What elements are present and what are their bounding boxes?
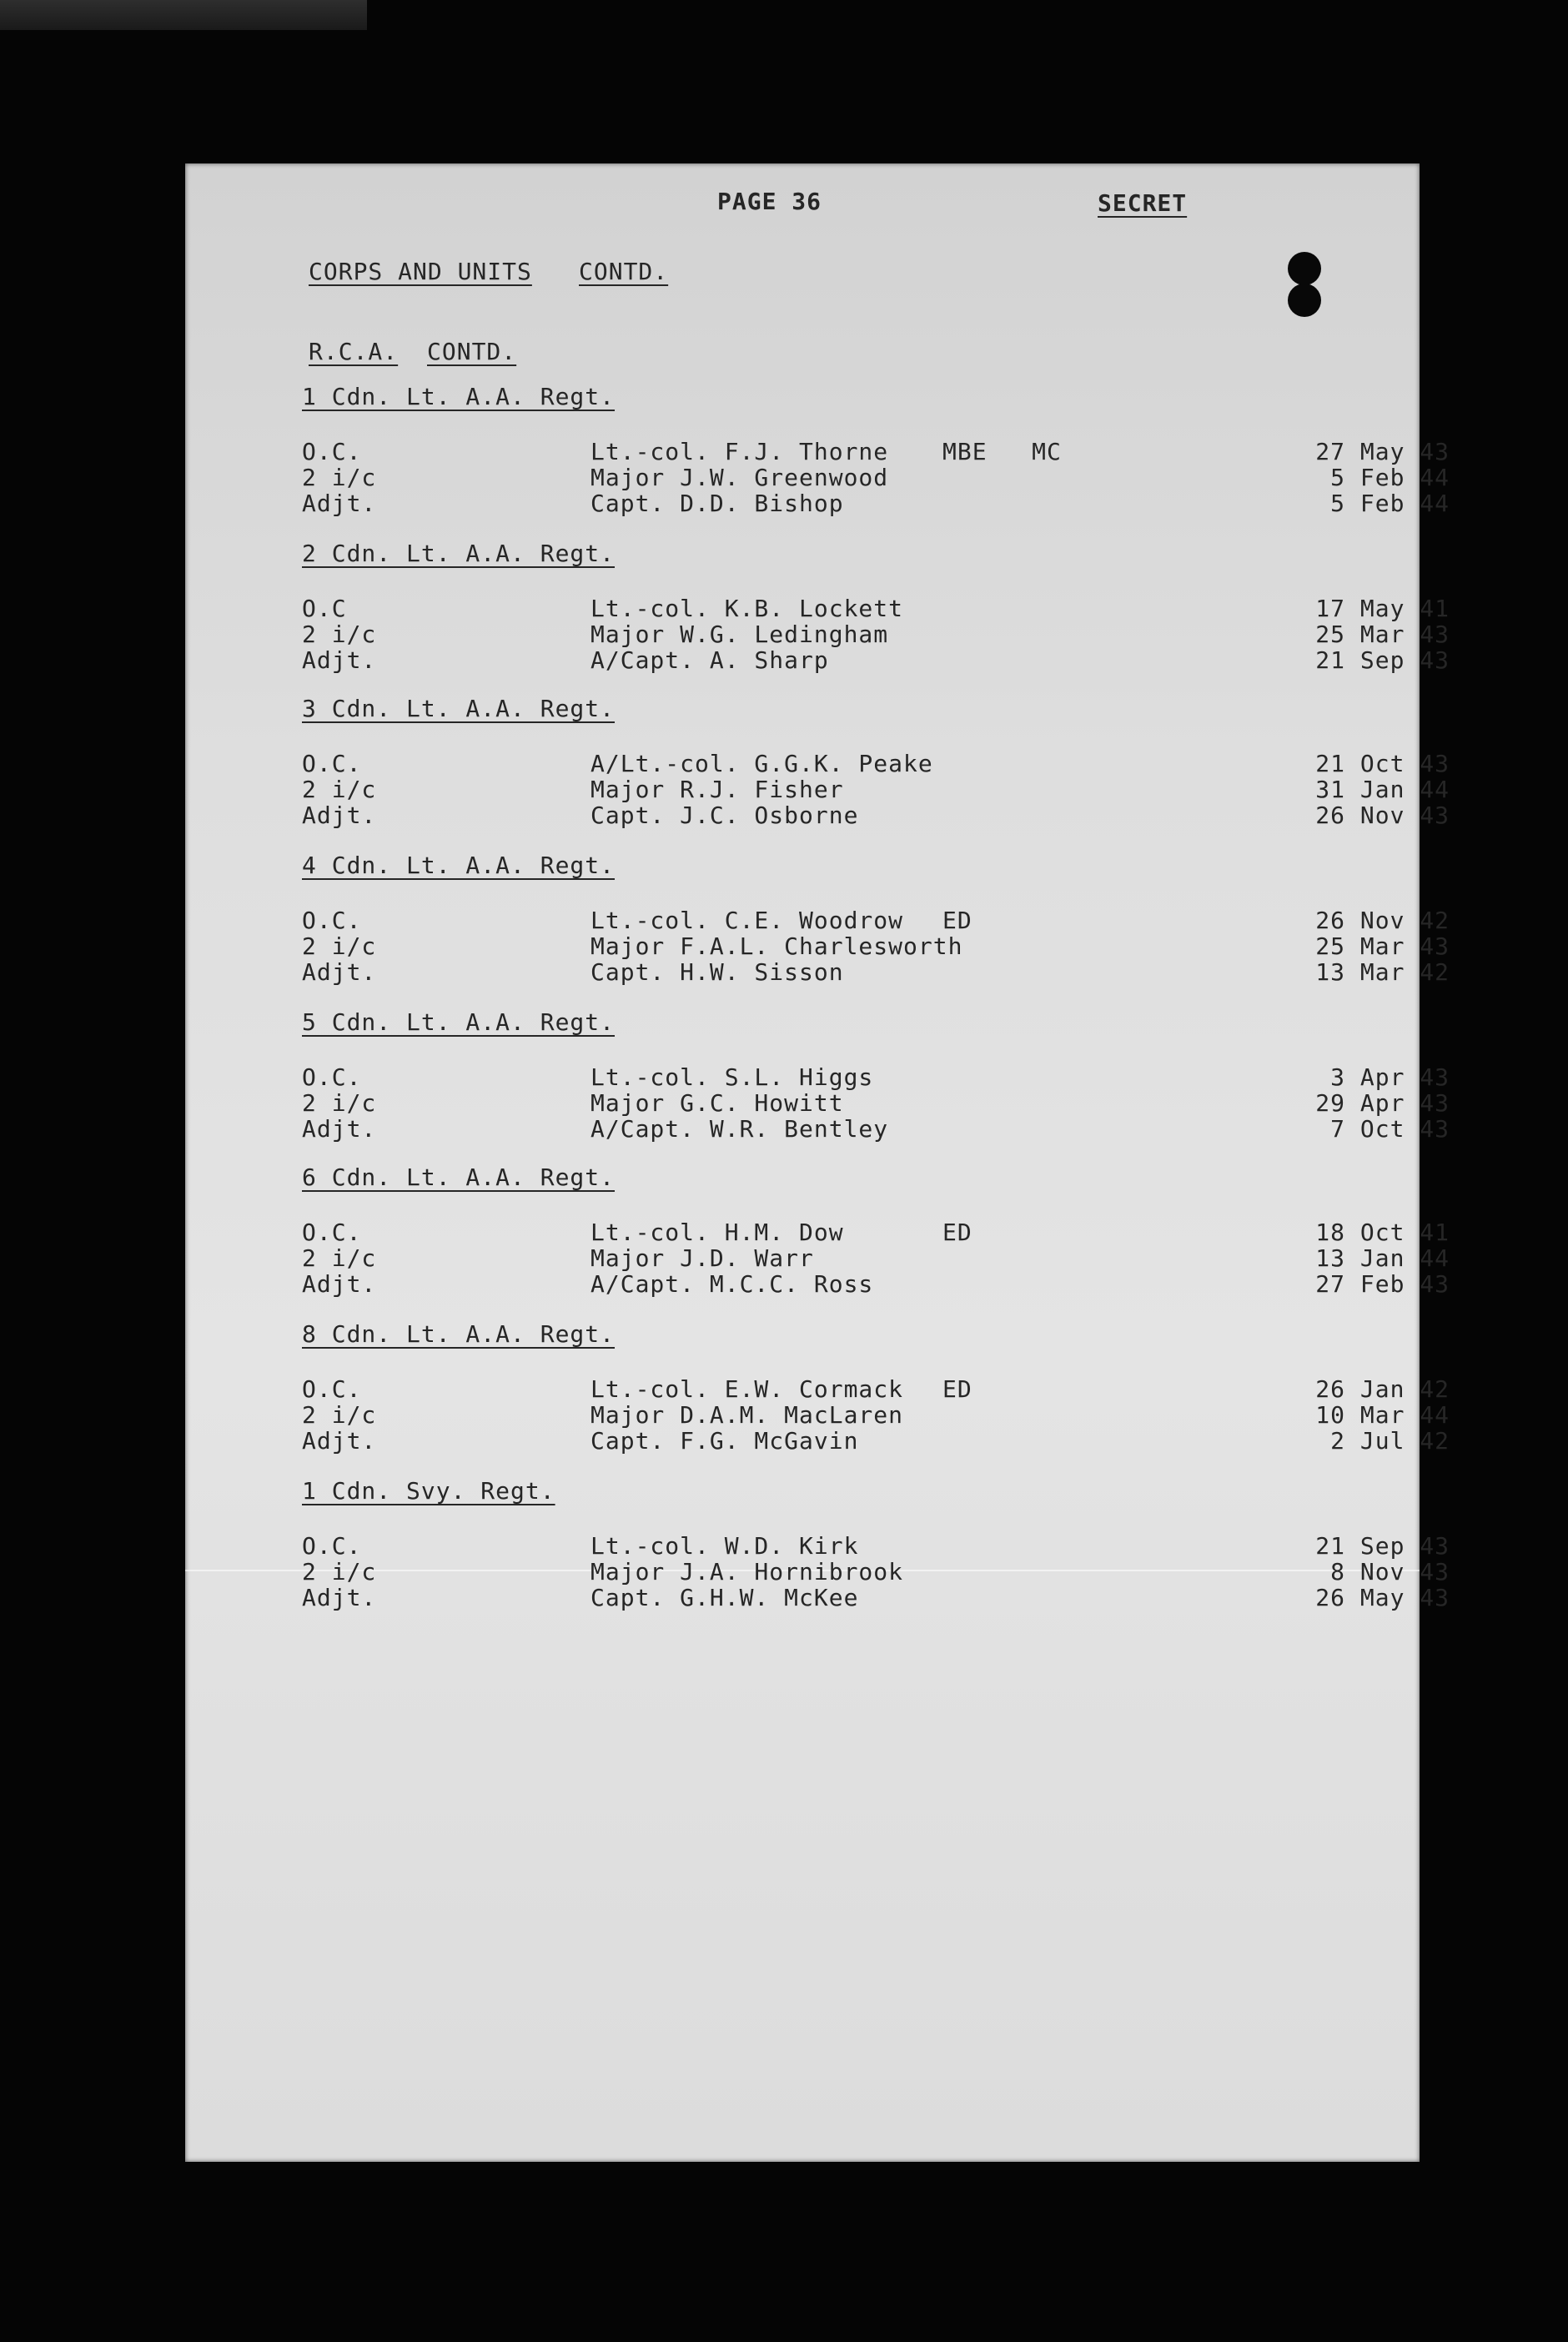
unit-heading: 8 Cdn. Lt. A.A. Regt.	[302, 1320, 616, 1348]
section-heading: CORPS AND UNITS	[309, 258, 532, 285]
appointment-date: 10 Mar 44	[1315, 1401, 1450, 1429]
appointment-date: 13 Mar 42	[1315, 958, 1450, 986]
appointment-label: Adjt.	[302, 490, 377, 517]
officer-honours: ED	[942, 907, 972, 934]
page-number: PAGE 36	[717, 188, 822, 215]
officer-name: A/Lt.-col. G.G.K. Peake	[591, 750, 933, 777]
appointment-date: 26 Jan 42	[1315, 1375, 1450, 1403]
appointment-label: Adjt.	[302, 1584, 377, 1611]
appointment-date: 21 Sep 43	[1315, 646, 1450, 674]
appointment-date: 26 May 43	[1315, 1584, 1450, 1611]
unit-heading: 3 Cdn. Lt. A.A. Regt.	[302, 695, 616, 722]
officer-name: Major F.A.L. Charlesworth	[591, 932, 963, 960]
officer-name: A/Capt. A. Sharp	[591, 646, 829, 674]
appointment-label: Adjt.	[302, 646, 377, 674]
appointment-label: 2 i/c	[302, 1558, 377, 1586]
officer-name: A/Capt. M.C.C. Ross	[591, 1270, 874, 1298]
appointment-date: 21 Oct 43	[1315, 750, 1450, 777]
punch-hole	[1288, 252, 1321, 285]
appointment-label: 2 i/c	[302, 464, 377, 491]
appointment-label: Adjt.	[302, 1427, 377, 1455]
officer-name: Capt. H.W. Sisson	[591, 958, 844, 986]
officer-name: A/Capt. W.R. Bentley	[591, 1115, 889, 1143]
appointment-label: 2 i/c	[302, 1089, 377, 1117]
officer-name: Lt.-col. C.E. Woodrow	[591, 907, 904, 934]
appointment-date: 29 Apr 43	[1315, 1089, 1450, 1117]
officer-name: Major D.A.M. MacLaren	[591, 1401, 904, 1429]
appointment-label: O.C	[302, 595, 347, 622]
appointment-label: 2 i/c	[302, 1244, 377, 1272]
appointment-label: 2 i/c	[302, 776, 377, 803]
appointment-date: 27 Feb 43	[1315, 1270, 1450, 1298]
officer-name: Major R.J. Fisher	[591, 776, 844, 803]
appointment-label: 2 i/c	[302, 932, 377, 960]
appointment-date: 21 Sep 43	[1315, 1532, 1450, 1560]
appointment-label: O.C.	[302, 438, 362, 465]
officer-name: Lt.-col. W.D. Kirk	[591, 1532, 859, 1560]
appointment-label: O.C.	[302, 1532, 362, 1560]
officer-name: Major W.G. Ledingham	[591, 621, 889, 648]
subsection-heading-contd: CONTD.	[427, 338, 517, 365]
officer-name: Lt.-col. K.B. Lockett	[591, 595, 904, 622]
appointment-label: 2 i/c	[302, 1401, 377, 1429]
officer-name: Capt. F.G. McGavin	[591, 1427, 859, 1455]
appointment-date: 26 Nov 43	[1315, 802, 1450, 829]
officer-honours: MBE MC	[942, 438, 1062, 465]
officer-name: Major J.A. Hornibrook	[591, 1558, 904, 1586]
classification-label: SECRET	[1098, 189, 1188, 217]
appointment-label: 2 i/c	[302, 621, 377, 648]
unit-heading: 2 Cdn. Lt. A.A. Regt.	[302, 540, 616, 567]
officer-name: Major J.D. Warr	[591, 1244, 814, 1272]
officer-name: Lt.-col. S.L. Higgs	[591, 1063, 874, 1091]
appointment-label: O.C.	[302, 1375, 362, 1403]
officer-name: Lt.-col. E.W. Cormack	[591, 1375, 904, 1403]
appointment-date: 5 Feb 44	[1330, 490, 1450, 517]
unit-heading: 1 Cdn. Svy. Regt.	[302, 1477, 555, 1505]
officer-name: Lt.-col. H.M. Dow	[591, 1219, 844, 1246]
unit-heading: 4 Cdn. Lt. A.A. Regt.	[302, 852, 616, 879]
appointment-date: 3 Apr 43	[1330, 1063, 1450, 1091]
appointment-date: 13 Jan 44	[1315, 1244, 1450, 1272]
appointment-date: 26 Nov 42	[1315, 907, 1450, 934]
officer-name: Major G.C. Howitt	[591, 1089, 844, 1117]
appointment-date: 18 Oct 41	[1315, 1219, 1450, 1246]
subsection-heading: R.C.A.	[309, 338, 399, 365]
officer-honours: ED	[942, 1375, 972, 1403]
officer-honours: ED	[942, 1219, 972, 1246]
unit-heading: 6 Cdn. Lt. A.A. Regt.	[302, 1163, 616, 1191]
document-page	[185, 163, 1450, 2162]
appointment-date: 17 May 41	[1315, 595, 1450, 622]
appointment-date: 27 May 43	[1315, 438, 1450, 465]
section-heading-contd: CONTD.	[579, 258, 669, 285]
appointment-label: O.C.	[302, 1063, 362, 1091]
appointment-date: 5 Feb 44	[1330, 464, 1450, 491]
appointment-date: 2 Jul 42	[1330, 1427, 1450, 1455]
appointment-label: Adjt.	[302, 1115, 377, 1143]
scan-border	[0, 0, 367, 30]
appointment-date: 25 Mar 43	[1315, 621, 1450, 648]
appointment-label: O.C.	[302, 1219, 362, 1246]
officer-name: Major J.W. Greenwood	[591, 464, 889, 491]
unit-heading: 1 Cdn. Lt. A.A. Regt.	[302, 383, 616, 410]
appointment-date: 8 Nov 43	[1330, 1558, 1450, 1586]
appointment-date: 31 Jan 44	[1315, 776, 1450, 803]
punch-hole	[1288, 284, 1321, 317]
officer-name: Capt. J.C. Osborne	[591, 802, 859, 829]
appointment-label: O.C.	[302, 750, 362, 777]
officer-name: Capt. D.D. Bishop	[591, 490, 844, 517]
appointment-date: 25 Mar 43	[1315, 932, 1450, 960]
appointment-date: 7 Oct 43	[1330, 1115, 1450, 1143]
appointment-label: O.C.	[302, 907, 362, 934]
appointment-label: Adjt.	[302, 802, 377, 829]
appointment-label: Adjt.	[302, 1270, 377, 1298]
unit-heading: 5 Cdn. Lt. A.A. Regt.	[302, 1008, 616, 1036]
appointment-label: Adjt.	[302, 958, 377, 986]
officer-name: Lt.-col. F.J. Thorne	[591, 438, 889, 465]
officer-name: Capt. G.H.W. McKee	[591, 1584, 859, 1611]
